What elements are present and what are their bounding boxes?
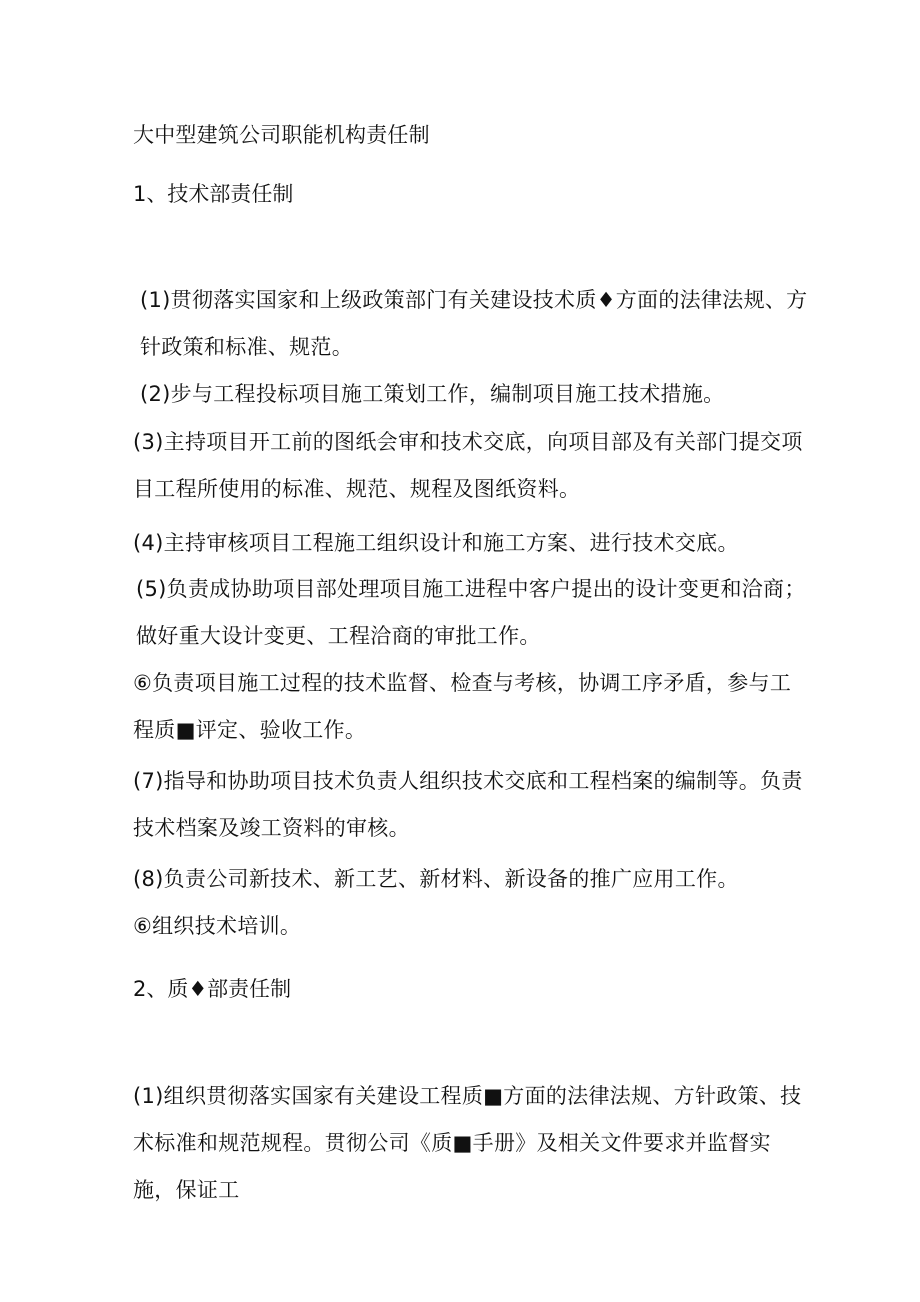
technical-item-5: (5)负责成协助项目部处理项目施工进程中客户提出的设计变更和洽商；做好重大设计变更、工程洽商的审批工作。	[136, 577, 806, 648]
technical-item-3: (3)主持项目开工前的图纸会审和技术交底，向项目部及有关部门提交项目工程所使用的标准、规范、规程及图纸资料。	[133, 430, 803, 501]
section-heading-technical: 1、技术部责任制	[133, 182, 294, 206]
document-title: 大中型建筑公司职能机构责任制	[133, 123, 430, 147]
section-heading-quality: 2、质♦部责任制	[133, 977, 292, 1001]
technical-item-4: (4)主持审核项目工程施工组织设计和施工方案、进行技术交底。	[133, 531, 739, 555]
quality-item-1: (1)组织贯彻落实国家有关建设工程质■方面的法律法规、方针政策、技术标准和规范规程。贯彻公司《质■手册》及相关文件要求并监督实施，保证工	[133, 1084, 802, 1202]
technical-item-2: (2)步与工程投标项目施工策划工作，编制项目施工技术措施。	[140, 382, 725, 406]
technical-item-7: (7)指导和协助项目技术负责人组织技术交底和工程档案的编制等。负责技术档案及竣工资料的审核。	[133, 769, 803, 840]
technical-item-6: ⑥负责项目施工过程的技术监督、检查与考核，协调工序矛盾，参与工程质■评定、验收工作。	[133, 671, 792, 742]
technical-item-8: (8)负责公司新技术、新工艺、新材料、新设备的推广应用工作。	[133, 867, 739, 891]
technical-item-9: ⑥组织技术培训。	[133, 914, 302, 938]
technical-item-1: (1)贯彻落实国家和上级政策部门有关建设技术质♦方面的法律法规、方针政策和标准、规范。	[140, 288, 808, 359]
